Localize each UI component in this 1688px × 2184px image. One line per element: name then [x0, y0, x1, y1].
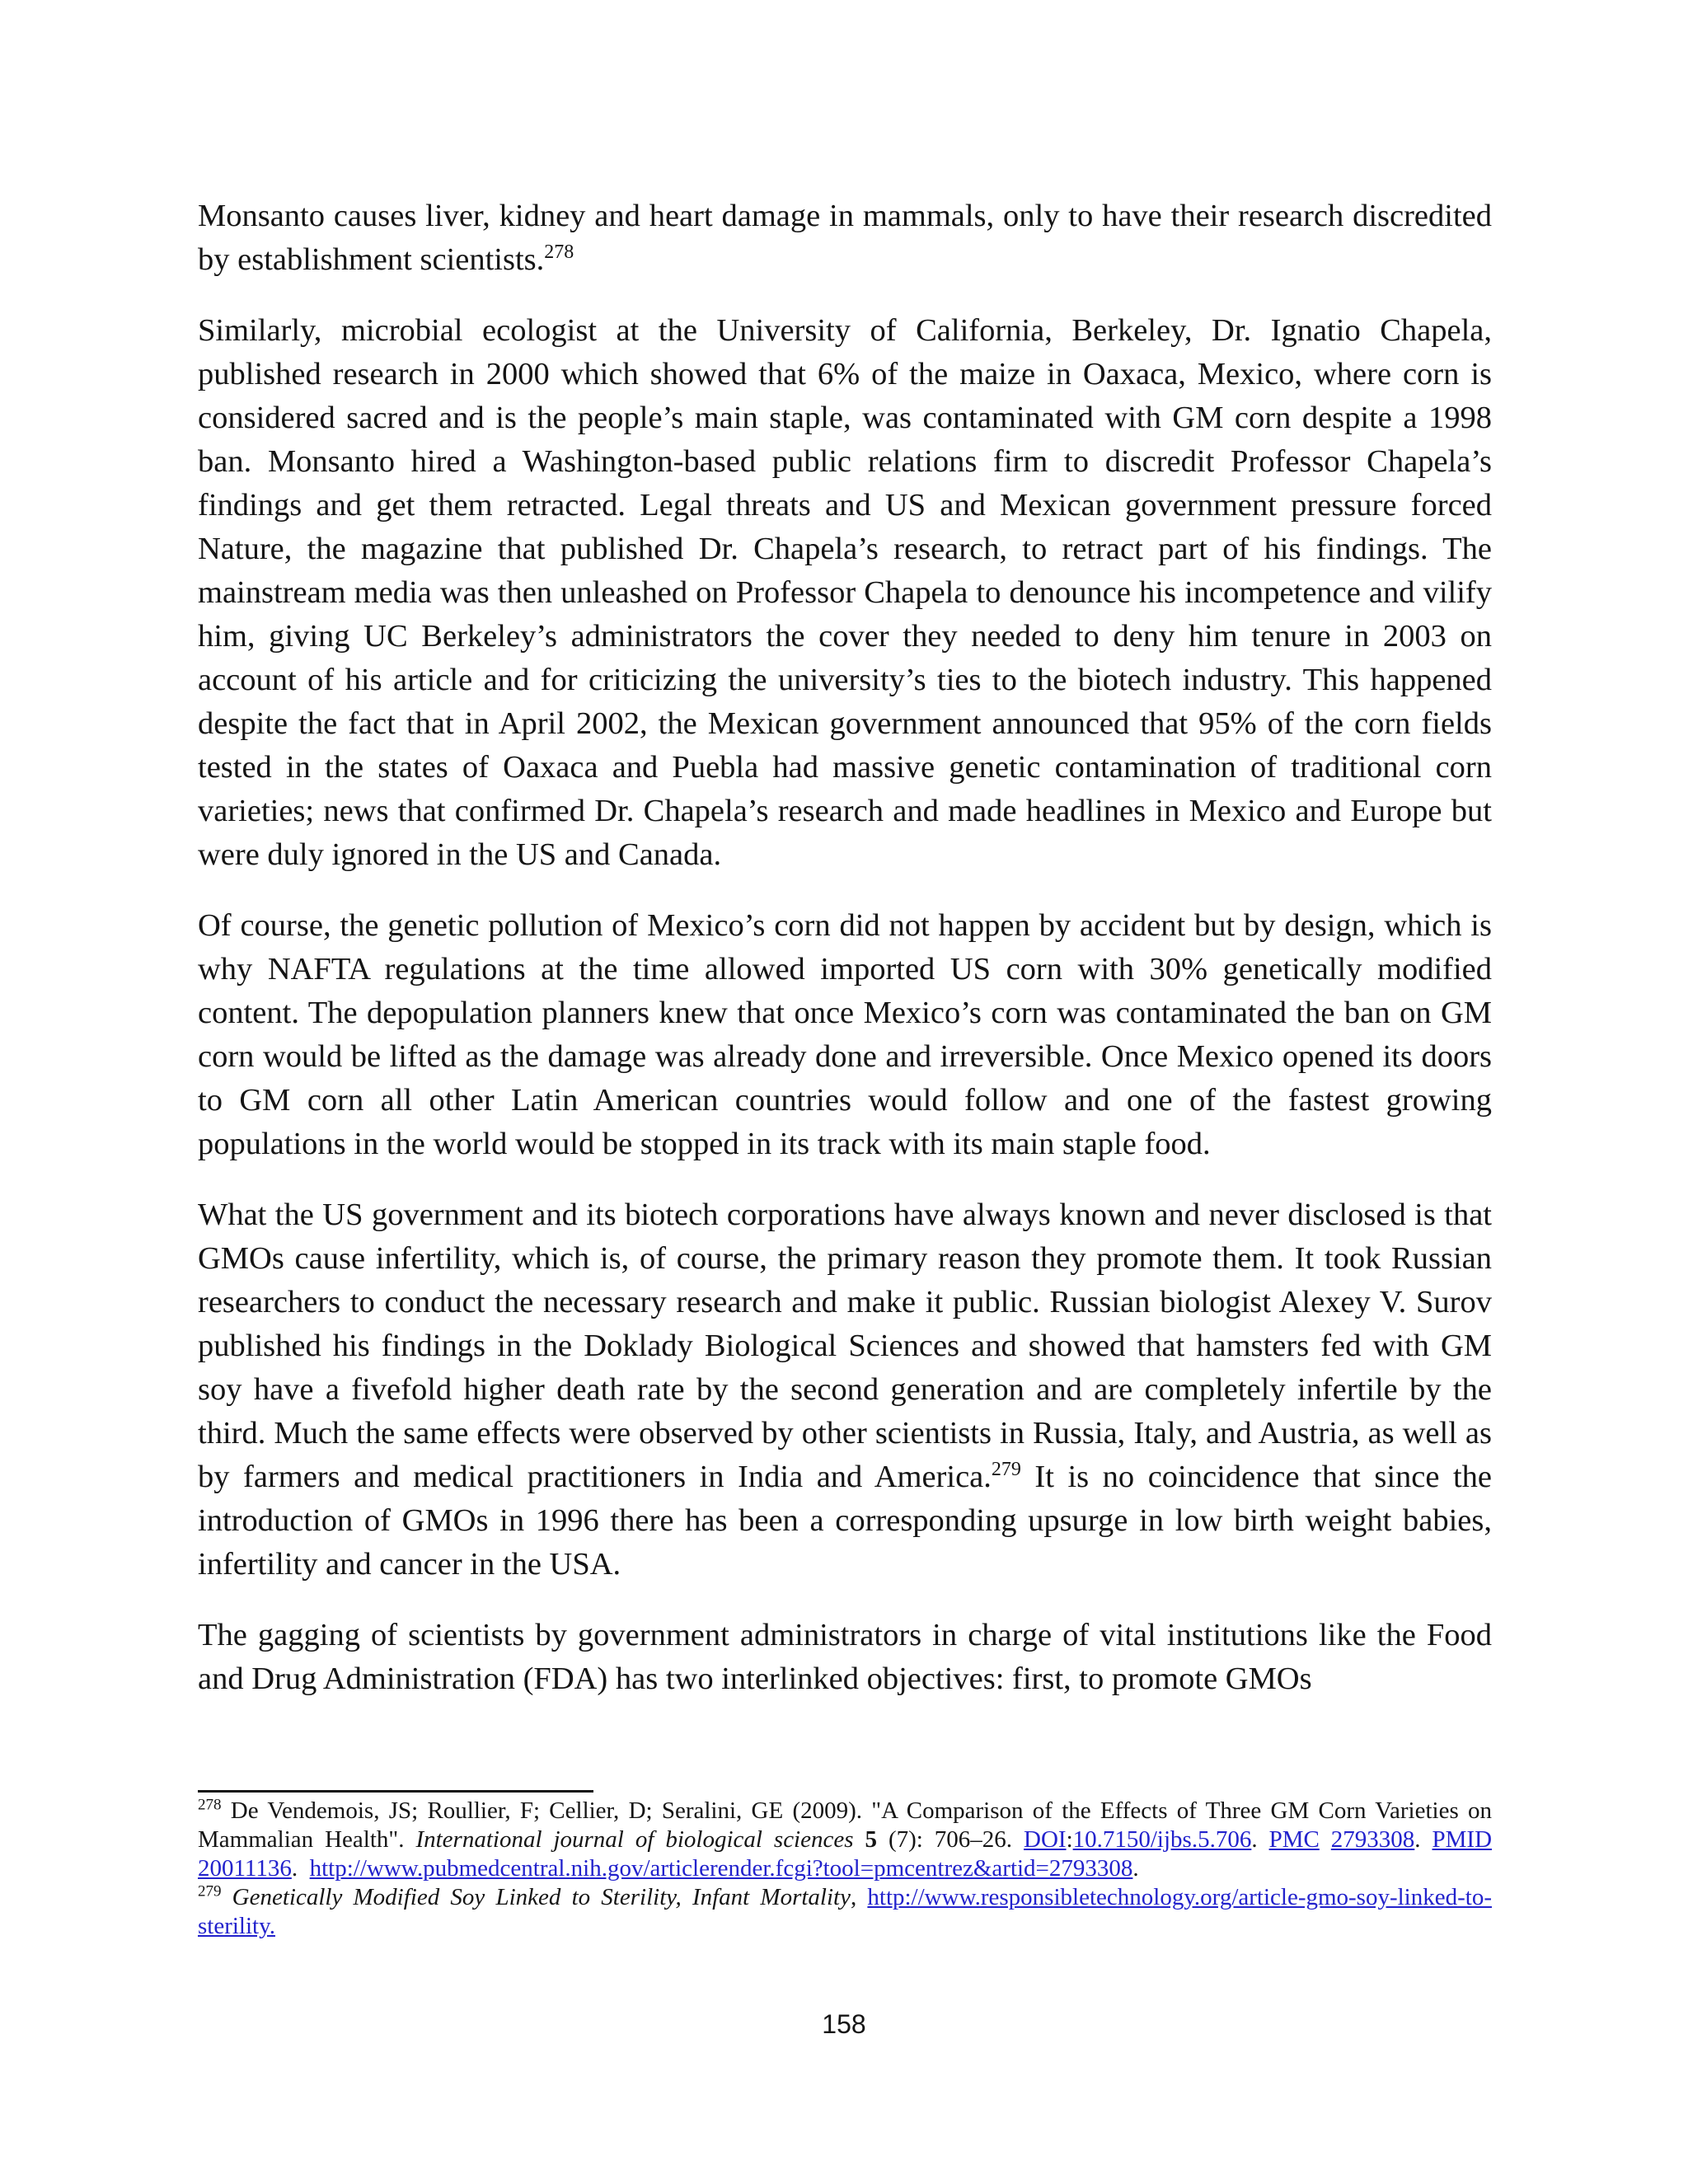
pubmedcentral-link[interactable]: http://www.pubmedcentral.nih.gov/articlerender.fcgi?tool=pmcentrez&artid=2793308 — [309, 1855, 1133, 1882]
doi-link[interactable]: DOI — [1024, 1826, 1067, 1853]
footnotes — [198, 1797, 1492, 1941]
pmid-value-link[interactable]: 20011136 — [198, 1855, 292, 1882]
footnote-278: $^{278}$ De Vendemois, JS; Roullier, F; Cellier, D; Seralini, GE (2009). "A Comparison of the Effects of Three GM Corn Varieties on Mammalian Health". International journal of biological sciences 5 (7): 706–26. DOI:10.7150/ijbs.5.706. PMC 2793308. PMID 20011136. http://www.pubmedcentral.nih.gov/articlerender.fcgi?tool=pmcentrez&artid=2793308. — [198, 1796, 1493, 1882]
paragraph-1 — [198, 194, 1492, 282]
paragraph-5: The gagging of scientists by government administrators in charge of vital institutions like the Food and Drug Administration (FDA) has two interlinked objectives: first, to promote GMOs — [198, 1618, 1492, 1696]
paragraph-1-text: Monsanto causes liver, kidney and heart damage in mammals, only to have their research discredited by establishment scientists. — [198, 199, 1492, 277]
footnote-separator — [198, 1790, 593, 1793]
footnote-279: $^{279}$ Genetically Modified Soy Linked to Sterility, Infant Mortality, http://www.responsibletechnology.org/article-gmo-soy-linked-to-sterility. — [198, 1882, 1492, 1939]
footnote-279-number: 279 — [198, 1882, 222, 1900]
pmc-value-link[interactable]: 2793308 — [1330, 1826, 1415, 1853]
footnote-278-issue: (7): 706–26. — [877, 1826, 1025, 1853]
footnote-ref-278[interactable]: 278 — [544, 241, 574, 264]
main-text — [198, 194, 1492, 1728]
page-number: 158 — [822, 2009, 866, 2039]
footnote-279-title: Genetically Modified Soy Linked to Sterility, Infant Mortality — [221, 1884, 851, 1910]
footnote-278-authors: De Vendemois, JS; Roullier, F; Cellier, D; Seralini, GE (2009). "A Comparison of the Effects of Three GM Corn Varieties on Mammalian Health". — [198, 1797, 1492, 1853]
paragraph-3: Of course, the genetic pollution of Mexico’s corn did not happen by accident but by design, which is why NAFTA regulations at the time allowed imported US corn with 30% genetically modified content. The depopulation planners knew that once Mexico’s corn was contaminated the ban on GM corn would be lifted as the damage was already done and irreversible. Once Mexico opened its doors to GM corn all other Latin American countries would follow and one of the fastest growing populations in the world would be stopped in its track with its main staple food. — [198, 908, 1492, 1161]
paragraph-4 — [198, 1193, 1492, 1586]
pmid-link[interactable]: PMID — [1432, 1826, 1493, 1853]
footnote-278-volume: 5 — [865, 1826, 877, 1853]
footnote-ref-279[interactable]: 279 — [991, 1459, 1021, 1481]
pmc-link[interactable]: PMC — [1268, 1826, 1320, 1853]
footnote-278-journal: International journal of biological sciences — [415, 1826, 854, 1853]
paragraph-4-text-before: What the US government and its biotech corporations have always known and never disclosed is that GMOs cause infertility, which is, of course, the primary reason they promote them. It took Russian researchers to conduct the necessary research and make it public. Russian biologist Alexey V. Surov published his findings in the Doklady Biological Sciences and showed that hamsters fed with GM soy have a fivefold higher death rate by the second generation and are completely infertile by the third. Much the same effects were observed by other scientists in Russia, Italy, and Austria, as well as by farmers and medical practitioners in India and America. — [198, 1197, 1492, 1494]
footnote-278-number: 278 — [198, 1796, 222, 1814]
paragraph-4-text-after: It is no coincidence that since the introduction of GMOs in 1996 there has been a corresponding upsurge in low birth weight babies, infertility and cancer in the USA. — [198, 1460, 1493, 1582]
doi-value-link[interactable]: 10.7150/ijbs.5.706 — [1072, 1826, 1252, 1853]
responsibletechnology-link[interactable]: http://www.responsibletechnology.org/article-gmo-soy-linked-to-sterility. — [198, 1884, 1492, 1939]
paragraph-2: Similarly, microbial ecologist at the University of California, Berkeley, Dr. Ignatio Chapela, published research in 2000 which showed that 6% of the maize in Oaxaca, Mexico, where corn is considered sacred and is the people’s main staple, was contaminated with GM corn despite a 1998 ban. Monsanto hired a Washington-based public relations firm to discredit Professor Chapela’s findings and get them retracted. Legal threats and US and Mexican government pressure forced Nature, the magazine that published Dr. Chapela’s research, to retract part of his findings. The mainstream media was then unleashed on Professor Chapela to denounce his incompetence and vilify him, giving UC Berkeley’s administrators the cover they needed to deny him tenure in 2003 on account of his article and for criticizing the university’s ties to the biotech industry. This happened despite the fact that in April 2002, the Mexican government announced that 95% of the corn fields tested in the states of Oaxaca and Puebla had massive genetic contamination of traditional corn varieties; news that confirmed Dr. Chapela’s research and made headlines in Mexico and Europe but were duly ignored in the US and Canada. — [198, 313, 1492, 872]
